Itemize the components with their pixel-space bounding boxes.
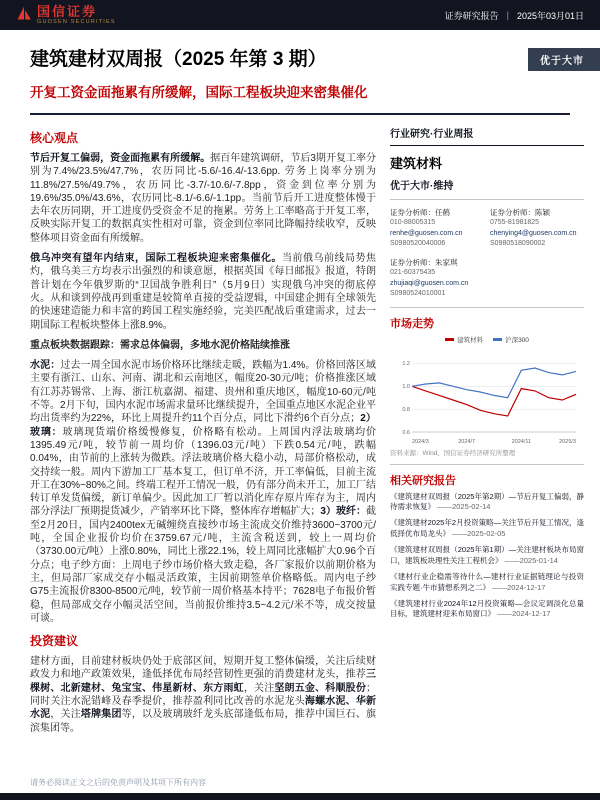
text-run: 当前俄乌前线局势焦灼，俄乌美三方均表示出强烈的和谈意愿，根据英国《每日邮报》报道，特朗普计划在今年俄罗斯的“卫国战争胜利日”（5月9日）实现俄乌冲突的彻底停火。从和谈到停战再到重建是较简单直接的受益逻辑，中国建企拥有全球领先的快速建造能力和丰富的跨国工程实施经验，完美匹配战后重建需求，过去一期国际工程板块整体上涨8.9%。 [30, 253, 376, 331]
report-date: 2025年03月01日 [516, 10, 584, 21]
bold-run: 塔牌集团 [80, 709, 122, 721]
sidebar-divider [390, 464, 584, 465]
report-title: 《建筑建材双周报（2025年第1期）—关注建材板块布局窗口，建筑板块理性关注工程机会》 [390, 545, 584, 565]
bold-run: 2）玻璃： [30, 413, 376, 438]
legend-swatch [445, 338, 454, 341]
analyst-phone: 0755-81981825 [490, 219, 540, 227]
analyst-phone: 021-60375435 [390, 269, 436, 276]
svg-text:2025/3: 2025/3 [559, 438, 576, 445]
analyst-phone: 010-88005315 [390, 219, 436, 227]
related-reports-heading: 相关研究报告 [390, 474, 456, 487]
page-title: 建筑建材双周报（2025 年第 3 期） [30, 49, 327, 70]
report-category: 行业研究·行业周报 [390, 125, 584, 146]
text-run: 等，以及玻璃玻纤龙头底部逢低布局，推荐中国巨石、旗滨集团等。 [30, 709, 376, 734]
text-run: ，关注 [50, 709, 81, 721]
svg-text:0.6: 0.6 [402, 429, 410, 436]
text-run: 截至2月20日，国内2400tex无碱缠绕直接纱市场主流成交价维持3600~3700元/吨，全国企业报价均价在3759.67元/吨，主流含税送到，较上一周均价（3730.00元/吨）上涨0.80%，同比上涨22.1%，较上周同比涨幅扩大0.96个百分点；电子纱方面：上周电子纱市场价格大致走稳，各厂家报价以前期价格为主，但局部厂家成交存小幅灵活政策，主因前期签单价格略低。周内电子纱G75主流报价8300-8500元/吨，较节前一周价格基本持平；7628电子布报价暂稳，但局部成交存小幅灵活空间，当前报价维持3.5~4.2元/米不等，成交按量可谈。 [30, 506, 376, 624]
header-separator: | [506, 10, 509, 20]
report-date: ——2024-12-17 [497, 609, 551, 619]
analyst-role: 证券分析师：任鹤 [390, 208, 450, 217]
legend-item [445, 335, 483, 344]
report-title: 《建筑建材2025年2月投资策略—关注节后开复工情况，逢低择优布局龙头》 [390, 518, 584, 539]
analyst-email[interactable]: chenying4@guosen.com.cn [490, 229, 577, 237]
report-date: ——2025-02-05 [452, 529, 506, 539]
analyst-cert: S0980520040006 [390, 240, 446, 248]
analyst-list [390, 207, 584, 300]
footer-disclaimer: 请务必阅读正文之后的免责声明及其项下所有内容 [30, 778, 206, 787]
core-view-section [30, 125, 376, 767]
bold-run: 坚朗五金、科顺股份 [274, 682, 367, 694]
analyst-block [390, 207, 484, 250]
paragraph-investment-advice [30, 655, 376, 735]
report-item[interactable] [390, 545, 584, 567]
legend-label: 建筑材料 [457, 336, 484, 344]
report-title: 《建筑建材双周报（2025年第2期）—节后开复工偏弱，静待需求恢复》 [390, 491, 584, 512]
report-item[interactable] [390, 599, 584, 621]
sidebar-divider [390, 307, 584, 308]
paragraph-resumption [30, 152, 376, 245]
industry-name: 建筑材料 [390, 156, 443, 171]
sidebar [390, 125, 584, 767]
tracking-heading: 重点板块数据跟踪：需求总体偏弱，多地水泥价格陆续推涨 [30, 339, 290, 351]
bold-run: 水泥： [30, 360, 61, 372]
chart-series-line [412, 368, 576, 398]
analyst-role: 证券分析师：朱家琪 [390, 257, 458, 267]
chart-legend [390, 335, 584, 344]
report-date: ——2025-01-14 [504, 555, 558, 565]
page-subtitle: 开复工资金面拖累有所缓解，国际工程板块迎来密集催化 [30, 85, 368, 100]
report-date: ——2025-02-14 [437, 502, 491, 512]
svg-text:1.2: 1.2 [402, 360, 410, 367]
top-bar [0, 0, 600, 30]
bold-run: 3）玻纤： [320, 506, 367, 518]
sidebar-divider [390, 199, 584, 200]
analyst-block [490, 207, 584, 250]
bottom-band [0, 793, 600, 800]
report-date: ——2024-12-17 [492, 582, 546, 592]
guosen-flag-icon [16, 5, 32, 26]
analyst-email[interactable]: zhujiaqi@guosen.com.cn [390, 279, 469, 287]
analyst-role: 证券分析师：陈颖 [490, 208, 550, 217]
report-title: 《建筑建材行业2024年12月投资策略—会议定调淡化总量目标，建筑建材迎来布局窗口》 [390, 598, 584, 619]
content-columns [0, 115, 600, 767]
core-view-heading: 核心观点 [30, 131, 79, 145]
svg-text:2024/11: 2024/11 [511, 438, 532, 445]
chart-series-line [412, 386, 576, 416]
market-chart [390, 346, 580, 446]
svg-text:0.8: 0.8 [402, 406, 410, 413]
report-list [390, 492, 584, 621]
analyst-cert: S0980524010001 [390, 290, 446, 297]
report-title: 《建材行业企稳需等待什么—建材行业证据链理论与投资实践专题·牛市猜想系列之二》 [390, 571, 584, 592]
market-trend-heading: 市场走势 [390, 317, 434, 330]
analyst-block [390, 257, 484, 300]
bold-run: 俄乌冲突有望年内结束，国际工程板块迎来密集催化。 [30, 253, 282, 265]
rating-line: 优于大市·维持 [390, 181, 454, 192]
legend-label: 沪深300 [505, 336, 529, 344]
paragraph-sector-tracking [30, 359, 376, 625]
legend-item [493, 335, 529, 344]
report-item[interactable] [390, 572, 584, 594]
brand-name-cn: 国信证券 [37, 3, 98, 19]
investment-advice-heading: 投资建议 [30, 634, 79, 649]
chart-source: 资料来源：Wind、国信证券经济研究所整理 [390, 449, 516, 457]
bold-run: 海螺水泥、华新水泥 [30, 695, 376, 721]
brand-name-en: GUOSEN SECURITIES [37, 18, 116, 25]
brand-logo [16, 5, 116, 26]
report-item[interactable] [390, 492, 584, 514]
svg-text:2024/3: 2024/3 [412, 438, 429, 445]
text-run: ，关注 [243, 682, 275, 694]
bold-run: 节后开复工偏弱，资金面拖累有所缓解。 [30, 153, 211, 164]
report-item[interactable] [390, 518, 584, 540]
text-run: ；同时关注水泥错峰及春季提价，推荐盈利同比改善的水泥龙头 [30, 682, 376, 707]
rating-badge: 优于大市 [528, 48, 600, 71]
text-run: 过去一周全国水泥市场价格环比继续走暖，跌幅为1.4%。价格回落区域主要有浙江、山东、河南、湖北和云南地区，幅度20-30元/吨；价格推涨区域有江苏苏锡常、上海、浙江杭嘉湖、福建、贵州和重庆地区，幅度10-60元/吨不等。2月下旬，国内水泥市场需求量环比继续提升，全国重点地区水泥企业平均出货率约为22%，环比上周提升约11个百分点，同比下滑约6个百分点； [30, 360, 376, 425]
analyst-email[interactable]: renhe@guosen.com.cn [390, 229, 463, 237]
title-block [0, 30, 600, 115]
legend-swatch [493, 338, 502, 341]
svg-text:2024/7: 2024/7 [458, 438, 476, 445]
text-run: 玻璃现货端价格缓慢修复，价格略有松动。上周国内浮法玻璃均价1395.49元/吨，较节前一周均价（1396.03元/吨）下跌0.54元/吨，跌幅0.04%，由节前的上涨转为微跌。浮法玻璃价格大稳小动，局部价格松动，成交持续一般。周内下游加工厂基本复工，但订单不济，开工率偏低，目前主流开工在30%~80%之间。终端工程开工情况一般，仍有部分尚未开工，加工厂结转订单发货偏缓，新订单偏少。因此加工厂暂以消化库存原片库存为主，周内部分浮法厂预期提货减少，产销率环比下降，整体库存增幅扩大； [30, 426, 376, 518]
svg-text:1.0: 1.0 [402, 383, 410, 390]
doc-type-label: 证券研究报告 [444, 10, 499, 21]
paragraph-geopolitics [30, 252, 376, 332]
bold-run: 三棵树、北新建材、兔宝宝、伟星新材、东方雨虹 [30, 669, 376, 694]
text-run: 建材方面，目前建材板块仍处于底部区间，短期开复工整体偏缓，关注后续财政发力和地产政策效果，逢低择优布局经营韧性更强的消费建材龙头，推荐 [30, 656, 376, 681]
analyst-cert: S0980518090002 [490, 240, 546, 248]
text-run: 据百年建筑调研，节后3期开复工率分别为7.4%/23.5%/47.7%，农历同比-5.6/-16.4/-13.6pp. 劳务上岗率分别为11.8%/27.5%/49.7%，农历同比-3.7/-10.6/-7.8pp，资金到位率分别为19.6%/35.0%/43.6%，农历同比-8.1/-6.6/-1.1pp。当前节后开工进度整体慢于去年农历同期，开工进度仍受资金不足的拖累。劳务上工率略高于开复工率，反映实际开复工的数据真实性相对可靠，资金到位率同比降幅持续收窄，反映整体项目资金面有所缓解。 [30, 153, 376, 244]
